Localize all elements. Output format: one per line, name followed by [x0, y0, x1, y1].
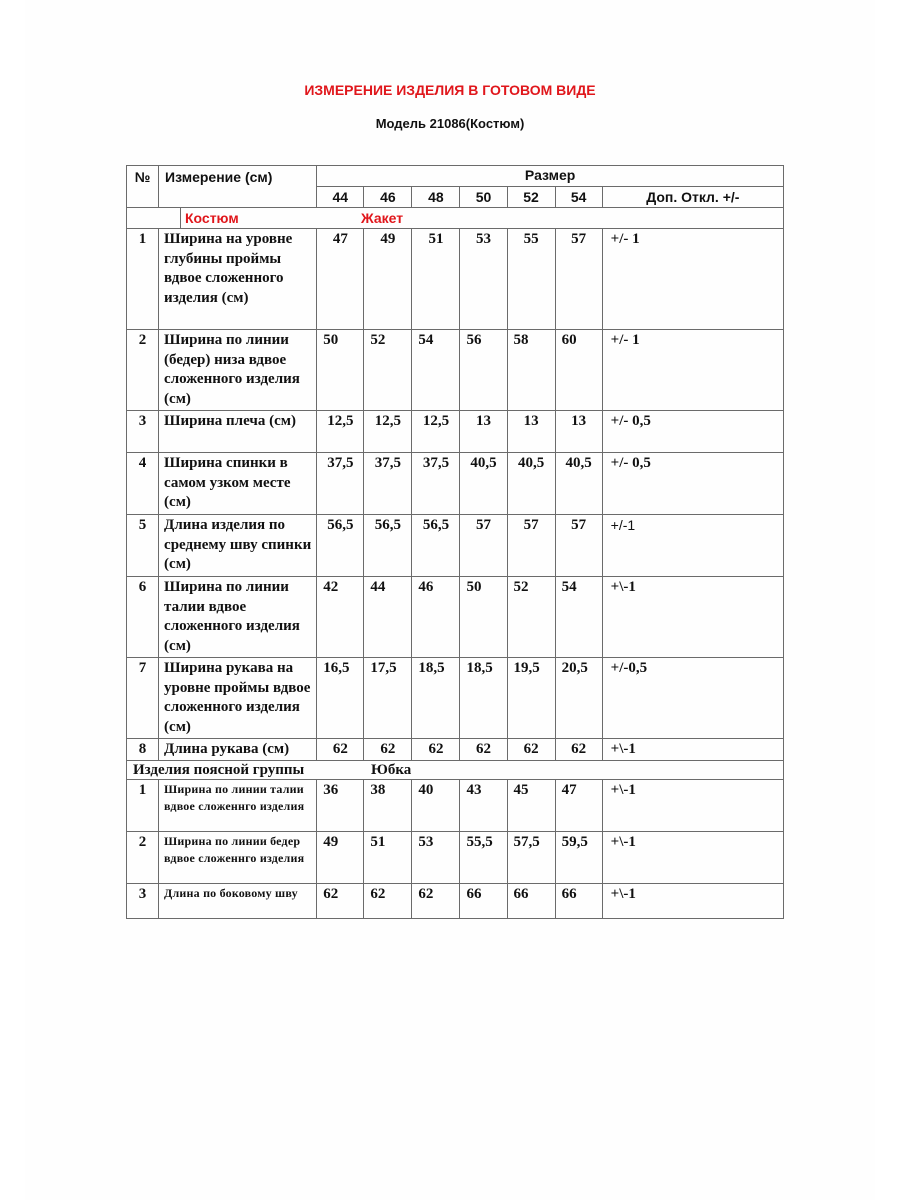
tolerance-value: +\-1	[602, 739, 783, 761]
size-value: 12,5	[317, 411, 364, 453]
tolerance-value: +\-1	[602, 780, 783, 832]
size-value: 50	[460, 577, 507, 658]
size-value: 62	[555, 739, 602, 761]
size-value: 66	[507, 884, 555, 919]
measurement-name: Ширина плеча (см)	[159, 411, 317, 453]
section-label-suit: Костюм	[185, 210, 239, 226]
measurement-name: Ширина по линии талии вдвое сложенного изделия (см)	[159, 577, 317, 658]
size-value: 56,5	[412, 515, 460, 577]
size-value: 53	[412, 832, 460, 884]
table-row	[127, 515, 784, 577]
row-number: 2	[127, 832, 159, 884]
size-value: 46	[412, 577, 460, 658]
size-value: 47	[555, 780, 602, 832]
size-value: 62	[317, 884, 364, 919]
header-size-44: 44	[317, 187, 364, 208]
size-value: 52	[507, 577, 555, 658]
size-value: 43	[460, 780, 507, 832]
size-value: 19,5	[507, 658, 555, 739]
size-value: 40,5	[555, 453, 602, 515]
size-value: 37,5	[317, 453, 364, 515]
size-value: 57	[460, 515, 507, 577]
tolerance-value: +\-1	[602, 884, 783, 919]
size-value: 13	[507, 411, 555, 453]
measurement-name: Ширина рукава на уровне проймы вдвое сложенного изделия (см)	[159, 658, 317, 739]
measurement-name: Длина изделия по среднему шву спинки (см)	[159, 515, 317, 577]
size-value: 57	[555, 229, 602, 330]
size-value: 16,5	[317, 658, 364, 739]
size-value: 66	[460, 884, 507, 919]
tolerance-value: +\-1	[602, 577, 783, 658]
size-value: 49	[364, 229, 412, 330]
size-value: 62	[412, 884, 460, 919]
tolerance-value: +/- 1	[602, 330, 783, 411]
size-value: 49	[317, 832, 364, 884]
size-value: 53	[460, 229, 507, 330]
size-value: 17,5	[364, 658, 412, 739]
table-row	[127, 330, 784, 411]
size-value: 20,5	[555, 658, 602, 739]
tolerance-value: +/- 1	[602, 229, 783, 330]
table-row	[127, 453, 784, 515]
size-value: 57,5	[507, 832, 555, 884]
size-value: 62	[460, 739, 507, 761]
table-row	[127, 780, 784, 832]
table-row	[127, 229, 784, 330]
header-size-54: 54	[555, 187, 602, 208]
size-value: 56,5	[317, 515, 364, 577]
size-value: 56	[460, 330, 507, 411]
row-number: 8	[127, 739, 159, 761]
size-value: 40,5	[507, 453, 555, 515]
row-number: 4	[127, 453, 159, 515]
measurement-name: Длина рукава (см)	[159, 739, 317, 761]
size-value: 44	[364, 577, 412, 658]
measurement-name: Ширина по линии бедер вдвое сложеннго изделия	[159, 832, 317, 884]
size-value: 18,5	[460, 658, 507, 739]
size-value: 42	[317, 577, 364, 658]
size-value: 40	[412, 780, 460, 832]
table-row	[127, 658, 784, 739]
size-value: 38	[364, 780, 412, 832]
size-value: 12,5	[364, 411, 412, 453]
document-subtitle: Модель 21086(Костюм)	[375, 116, 525, 131]
size-value: 55,5	[460, 832, 507, 884]
size-value: 62	[317, 739, 364, 761]
table-row	[127, 832, 784, 884]
tolerance-value: +\-1	[602, 832, 783, 884]
tolerance-value: +/- 0,5	[602, 453, 783, 515]
document-title: ИЗМЕРЕНИЕ ИЗДЕЛИЯ В ГОТОВОМ ВИДЕ	[304, 82, 596, 98]
measurement-name: Ширина на уровне глубины проймы вдвое сложенного изделия (см)	[159, 229, 317, 330]
skirt-rows	[127, 780, 784, 919]
header-tolerance: Доп. Откл. +/-	[602, 187, 783, 208]
size-value: 40,5	[460, 453, 507, 515]
size-value: 57	[555, 515, 602, 577]
size-value: 60	[555, 330, 602, 411]
tolerance-value: +/-0,5	[602, 658, 783, 739]
measurement-name: Длина по боковому шву	[159, 884, 317, 919]
size-value: 12,5	[412, 411, 460, 453]
table-row	[127, 884, 784, 919]
row-number: 6	[127, 577, 159, 658]
size-value: 47	[317, 229, 364, 330]
size-value: 50	[317, 330, 364, 411]
row-number: 5	[127, 515, 159, 577]
size-value: 62	[364, 884, 412, 919]
size-value: 13	[460, 411, 507, 453]
header-number: №	[127, 166, 159, 208]
size-value: 66	[555, 884, 602, 919]
size-value: 37,5	[412, 453, 460, 515]
header-size-46: 46	[364, 187, 412, 208]
row-number: 7	[127, 658, 159, 739]
row-number: 2	[127, 330, 159, 411]
section-label-jacket: Жакет	[361, 210, 404, 226]
tolerance-value: +/-1	[602, 515, 783, 577]
size-value: 18,5	[412, 658, 460, 739]
section-label-waist-group: Изделия поясной группы	[133, 762, 305, 778]
size-value: 51	[364, 832, 412, 884]
size-value: 57	[507, 515, 555, 577]
header-size-52: 52	[507, 187, 555, 208]
row-number: 1	[127, 229, 159, 330]
size-value: 52	[364, 330, 412, 411]
table-row	[127, 411, 784, 453]
header-size-48: 48	[412, 187, 460, 208]
row-number: 3	[127, 411, 159, 453]
size-value: 62	[507, 739, 555, 761]
size-value: 51	[412, 229, 460, 330]
size-value: 36	[317, 780, 364, 832]
size-value: 54	[412, 330, 460, 411]
skirt-section-row	[127, 761, 784, 780]
size-value: 13	[555, 411, 602, 453]
row-number: 3	[127, 884, 159, 919]
size-value: 62	[412, 739, 460, 761]
measurement-table	[126, 165, 784, 919]
measurement-name: Ширина по линии (бедер) низа вдвое сложенного изделия (см)	[159, 330, 317, 411]
measurement-name: Ширина спинки в самом узком месте (см)	[159, 453, 317, 515]
jacket-section-row	[127, 208, 784, 229]
size-value: 58	[507, 330, 555, 411]
size-value: 56,5	[364, 515, 412, 577]
size-value: 54	[555, 577, 602, 658]
size-value: 59,5	[555, 832, 602, 884]
size-value: 62	[364, 739, 412, 761]
tolerance-value: +/- 0,5	[602, 411, 783, 453]
jacket-rows	[127, 229, 784, 761]
size-value: 45	[507, 780, 555, 832]
header-row-1	[127, 166, 784, 187]
header-measurement: Измерение (см)	[159, 166, 317, 208]
measurement-name: Ширина по линии талии вдвое сложеннго изделия	[159, 780, 317, 832]
section-label-skirt: Юбка	[371, 762, 412, 778]
header-size: Размер	[317, 166, 784, 187]
size-value: 37,5	[364, 453, 412, 515]
size-value: 55	[507, 229, 555, 330]
table-row	[127, 739, 784, 761]
table-row	[127, 577, 784, 658]
header-size-50: 50	[460, 187, 507, 208]
row-number: 1	[127, 780, 159, 832]
